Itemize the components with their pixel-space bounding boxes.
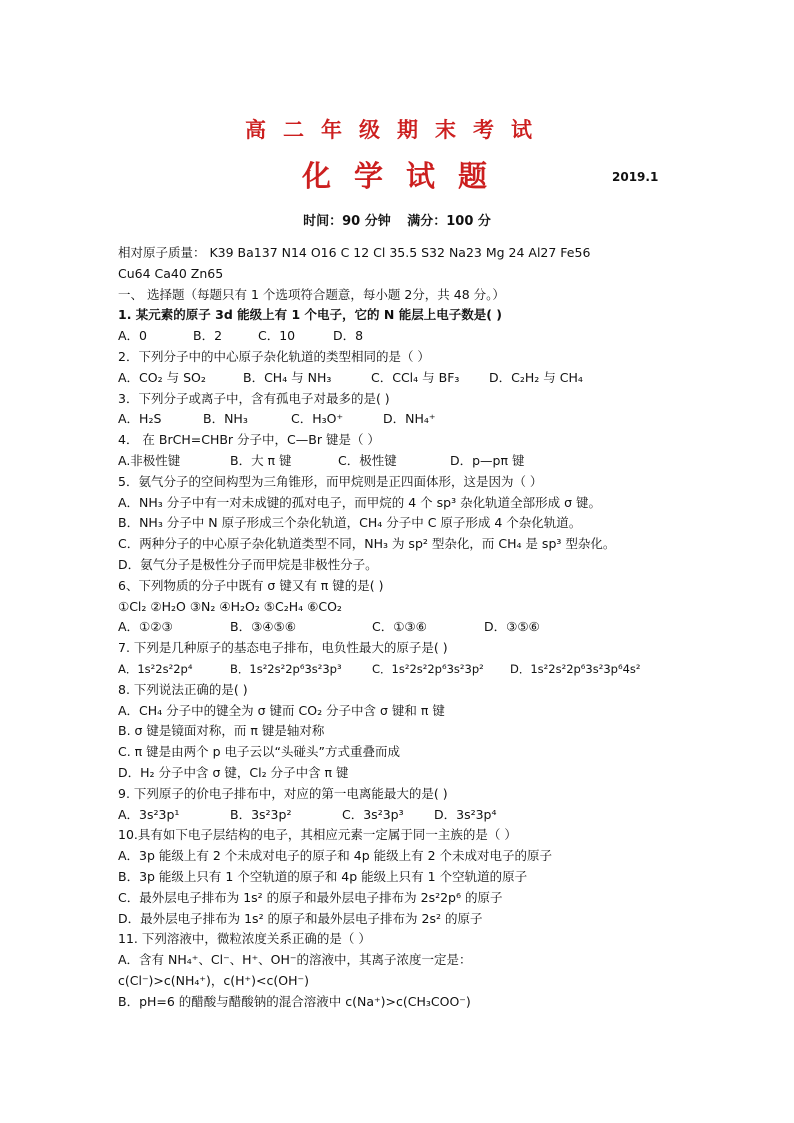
option-c: C．CCl₄ 与 BF₃ [371,369,460,385]
option-c: C．10 [258,328,296,344]
question-11-stem: 11. 下列溶液中，微粒浓度关系正确的是（ ） [118,931,371,947]
question-10-option-c: C．最外层电子排布为 1s² 的原子和最外层电子排布为 2s²2p⁶ 的原子 [118,889,503,905]
question-5-option-a: A．NH₃ 分子中有一对未成键的孤对电子，而甲烷的 4 个 sp³ 杂化轨道全部形成 σ 键。 [118,494,601,510]
exam-date: 2019.1 [612,170,659,184]
option-b: B．3s²3p² [230,806,292,822]
option-b: B．1s²2s²2p⁶3s²3p³ [230,661,342,676]
exam-info [0,210,794,229]
atomic-masses-line2: Cu64 Ca40 Zn65 [118,265,224,281]
question-9-options [118,805,688,826]
question-2-stem: 2．下列分子中的中心原子杂化轨道的类型相同的是（ ） [118,348,430,364]
exam-content [118,243,688,1012]
option-c: C．1s²2s²2p⁶3s²3p² [372,661,484,676]
option-c: C．极性键 [338,452,397,468]
question-7-options [118,659,688,680]
question-6-items: ①Cl₂ ②H₂O ③N₂ ④H₂O₂ ⑤C₂H₄ ⑥CO₂ [118,598,342,614]
question-9-stem: 9. 下列原子的价电子排布中，对应的第一电离能最大的是( ) [118,785,448,801]
exam-score: 满分：100 分 [407,214,491,229]
option-d: D．NH₄⁺ [383,411,436,427]
question-8-option-d: D．H₂ 分子中含 σ 键，Cl₂ 分子中含 π 键 [118,764,349,780]
atomic-masses-line1: 相对原子质量： K39 Ba137 N14 O16 C 12 Cl 35.5 S32 Na23 Mg 24 Al27 Fe56 [118,245,591,260]
question-3-stem: 3．下列分子或离子中，含有孤电子对最多的是( ) [118,390,390,406]
question-10-option-b: B．3p 能级上只有 1 个空轨道的原子和 4p 能级上只有 1 个空轨道的原子 [118,868,528,884]
option-d: D．③⑤⑥ [484,619,540,635]
question-10-option-a: A．3p 能级上有 2 个未成对电子的原子和 4p 能级上有 2 个未成对电子的原子 [118,848,553,864]
question-7-stem: 7. 下列是几种原子的基态电子排布，电负性最大的原子是( ) [118,640,448,656]
question-10-option-d: D．最外层电子排布为 1s² 的原子和最外层电子排布为 2s² 的原子 [118,910,483,926]
option-a: A．0 [118,328,148,344]
option-d: D．3s²3p⁴ [434,806,497,822]
option-b: B．2 [193,328,223,344]
question-2-options [118,368,688,389]
option-c: C．①③⑥ [372,619,427,635]
question-8-stem: 8. 下列说法正确的是( ) [118,681,248,697]
question-8-option-a: A．CH₄ 分子中的键全为 σ 键而 CO₂ 分子中含 σ 键和 π 键 [118,702,445,718]
option-a: A.非极性键 [118,452,181,468]
question-1-options [118,326,688,347]
option-b: B．NH₃ [203,411,248,427]
option-a: A．H₂S [118,411,162,427]
option-b: B．③④⑤⑥ [230,619,296,635]
subject-title: 化学试题 [302,159,511,193]
question-5-option-b: B．NH₃ 分子中 N 原子形成三个杂化轨道，CH₄ 分子中 C 原子形成 4 个杂化轨道。 [118,515,582,531]
question-6-stem: 6、下列物质的分子中既有 σ 键又有 π 键的是( ) [118,577,384,593]
option-b: B．大 π 键 [230,452,292,468]
question-6-options [118,617,688,638]
question-8-option-c: C. π 键是由两个 p 电子云以“头碰头”方式重叠而成 [118,744,401,760]
exam-time: 时间：90 分钟 [303,214,391,229]
exam-title: 高二年级期末考试 [245,118,549,142]
question-11-option-b: B．pH=6 的醋酸与醋酸钠的混合溶液中 c(Na⁺)>c(CH₃COO⁻) [118,993,471,1009]
question-5-option-c: C．两种分子的中心原子杂化轨道类型不同，NH₃ 为 sp² 型杂化，而 CH₄ 是 sp³ 型杂化。 [118,536,616,552]
option-a: A．CO₂ 与 SO₂ [118,369,206,385]
option-c: C．3s²3p³ [342,806,404,822]
option-d: D．C₂H₂ 与 CH₄ [489,369,583,385]
option-a: A．①②③ [118,619,173,635]
option-b: B．CH₄ 与 NH₃ [243,369,332,385]
option-d: D．8 [333,328,364,344]
option-d: D．p—pπ 键 [450,452,525,468]
question-5-option-d: D．氨气分子是极性分子而甲烷是非极性分子。 [118,556,378,572]
question-10-stem: 10.具有如下电子层结构的电子，其相应元素一定属于同一主族的是（ ） [118,827,517,843]
option-d: D．1s²2s²2p⁶3s²3p⁶4s² [510,661,641,676]
question-8-option-b: B. σ 键是镜面对称，而 π 键是轴对称 [118,723,325,739]
question-3-options [118,409,688,430]
section-title: 一、 选择题（每题只有 1 个选项符合题意，每小题 2分，共 48 分。） [118,286,505,302]
option-a: A．1s²2s²2p⁴ [118,661,193,676]
question-4-stem: 4． 在 BrCH=CHBr 分子中，C—Br 键是（ ） [118,432,380,448]
question-4-options [118,451,688,472]
question-1-stem: 1. 某元素的原子 3d 能级上有 1 个电子，它的 N 能层上电子数是( ) [118,307,502,323]
option-c: C．H₃O⁺ [291,411,344,427]
question-11-option-a-detail: c(Cl⁻)>c(NH₄⁺)，c(H⁺)<c(OH⁻) [118,972,309,988]
option-a: A．3s²3p¹ [118,806,180,822]
question-11-option-a: A．含有 NH₄⁺、Cl⁻、H⁺、OH⁻的溶液中，其离子浓度一定是： [118,952,472,968]
question-5-stem: 5．氨气分子的空间构型为三角锥形，而甲烷则是正四面体形，这是因为（ ） [118,473,543,489]
